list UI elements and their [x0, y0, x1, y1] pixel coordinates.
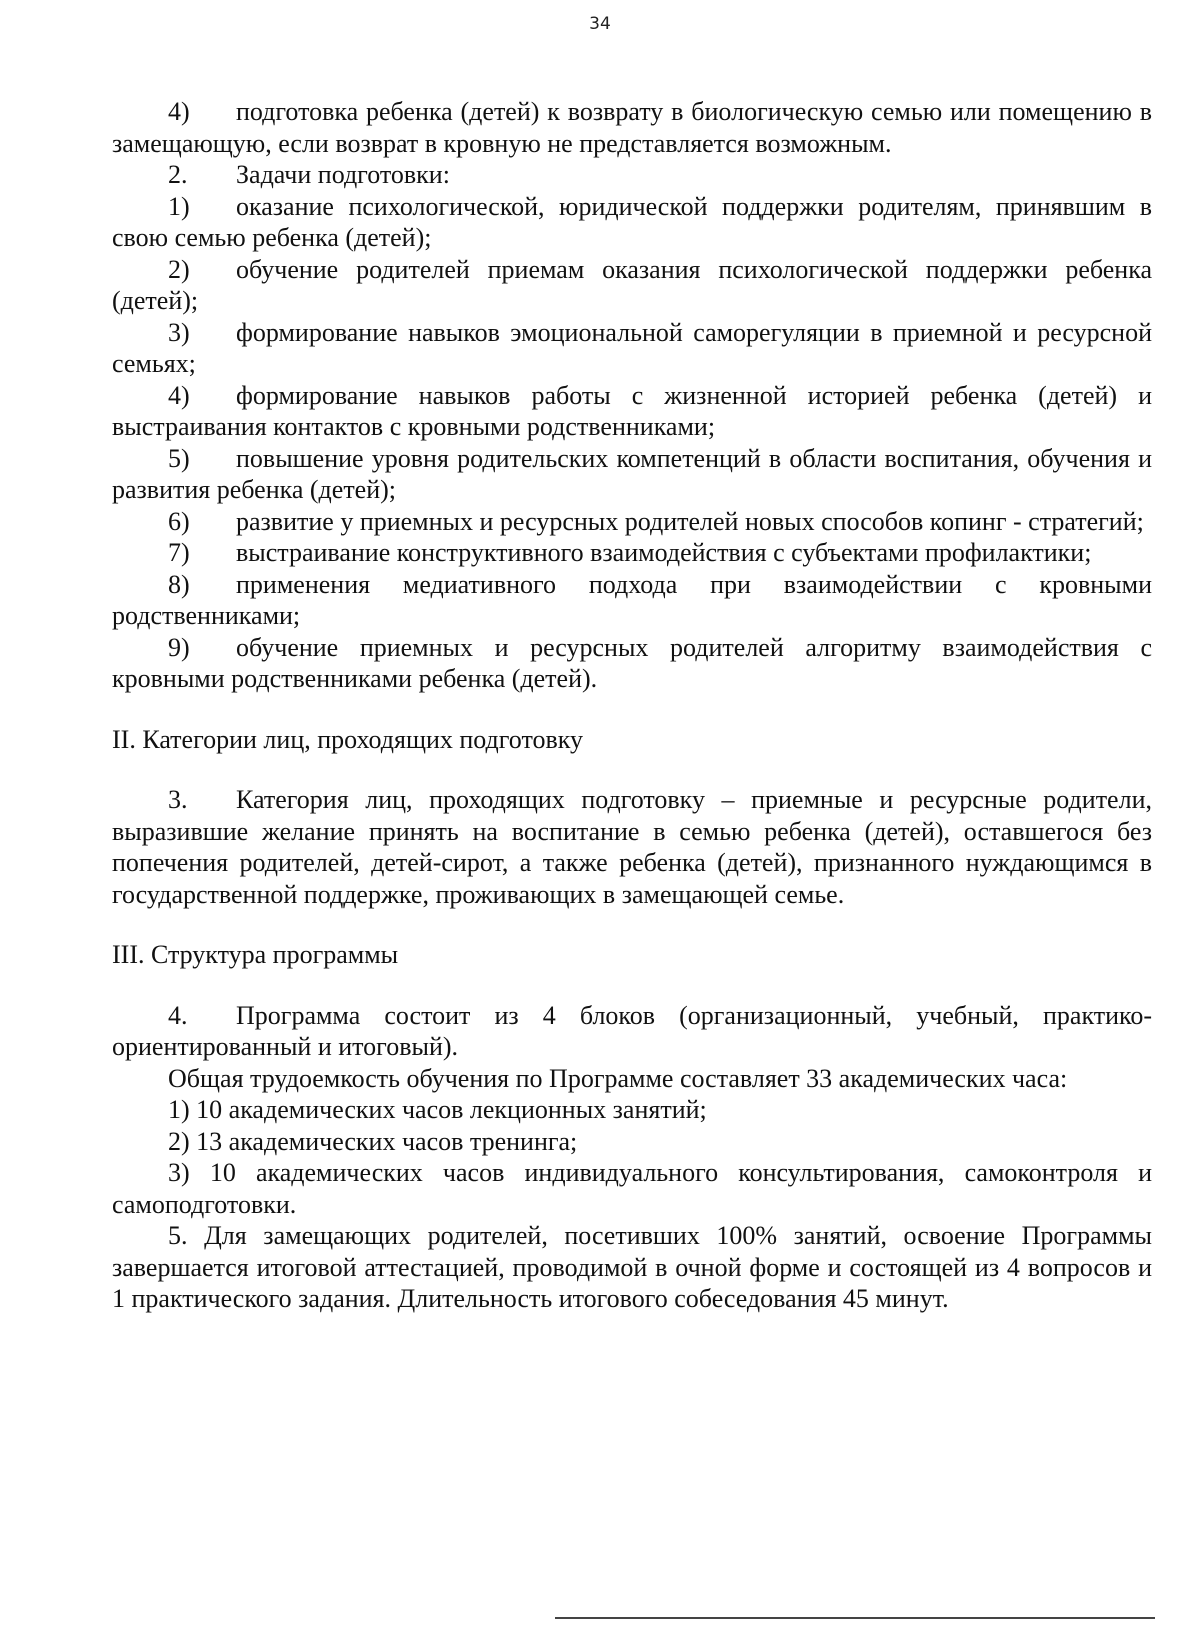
item-text: развитие у приемных и ресурсных родителей новых способов копинг - стратегий; — [236, 506, 1144, 536]
list-item — [112, 569, 1152, 632]
list-item — [112, 96, 1152, 159]
list-item — [112, 159, 1152, 191]
item-text: обучение родителей приемам оказания психологической поддержки ребенка (детей); — [112, 254, 1152, 315]
hours-item: 2) 13 академических часов тренинга; — [168, 1126, 578, 1156]
page-number: 34 — [589, 14, 611, 34]
item-number: 2) — [168, 254, 190, 284]
footer-divider — [555, 1617, 1155, 1619]
item-text: Задачи подготовки: — [236, 160, 450, 189]
paragraph-text: Программа состоит из 4 блоков (организационный, учебный, практико-ориентированный и итоговый). — [112, 1000, 1152, 1061]
item-text: повышение уровня родительских компетенций в области воспитания, обучения и развития ребенка (детей); — [112, 443, 1152, 504]
item-text: подготовка ребенка (детей) к возврату в биологическую семью или помещению в замещающую, если возврат в кровную не представляется возможным. — [112, 97, 1152, 158]
list-item — [112, 254, 1152, 317]
hours-item: 1) 10 академических часов лекционных занятий; — [168, 1095, 707, 1124]
list-item — [112, 632, 1152, 695]
paragraph-blocks — [112, 1000, 1152, 1063]
paragraph-total-hours: Общая трудоемкость обучения по Программе составляет 33 академических часа: — [168, 1063, 1068, 1093]
paragraph-text: Категория лиц, проходящих подготовку – приемные и ресурсные родители, выразившие желание принять на воспитание в семью ребенка (детей), оставшегося без попечения родителей, детей-сирот, а также ребенка (детей), признанного нуждающимся в государственной поддержке, проживающих в замещающей семье. — [112, 785, 1152, 909]
item-text: выстраивание конструктивного взаимодействия с субъектами профилактики; — [236, 538, 1092, 567]
item-text: формирование навыков работы с жизненной историей ребенка (детей) и выстраивания контактов с кровными родственниками; — [112, 380, 1152, 441]
paragraph-attestation: 5. Для замещающих родителей, посетивших 100% занятий, освоение Программы завершается итоговой аттестацией, проводимой в очной форме и состоящей из 4 вопросов и 1 практического задания. Длительность итогового собеседования 45 минут. — [112, 1221, 1152, 1313]
section-heading-structure: III. Структура программы — [112, 940, 399, 969]
item-number: 7) — [168, 538, 190, 567]
item-text: оказание психологической, юридической поддержки родителям, принявшим в свою семью ребенка (детей); — [112, 191, 1152, 252]
hours-item: 3) 10 академических часов индивидуального консультирования, самоконтроля и самоподготовки. — [112, 1158, 1152, 1219]
item-number: 4) — [168, 380, 190, 410]
item-number: 3) — [168, 317, 190, 347]
item-number: 6) — [168, 506, 190, 536]
item-number: 1) — [168, 191, 190, 221]
item-text: применения медиативного подхода при взаимодействии с кровными родственниками; — [112, 569, 1152, 630]
item-number: 3. — [168, 785, 188, 814]
list-item — [112, 443, 1152, 506]
item-number: 8) — [168, 569, 190, 599]
list-item — [112, 317, 1152, 380]
item-number: 9) — [168, 632, 190, 662]
item-text: формирование навыков эмоциональной саморегуляции в приемной и ресурсной семьях; — [112, 317, 1152, 378]
document-body — [112, 96, 1152, 1315]
section-heading-categories: II. Категории лиц, проходящих подготовку — [112, 724, 584, 754]
list-item — [112, 537, 1152, 569]
list-item — [112, 380, 1152, 443]
item-text: обучение приемных и ресурсных родителей алгоритму взаимодействия с кровными родственниками ребенка (детей). — [112, 632, 1152, 693]
list-item — [112, 506, 1152, 538]
list-item — [112, 191, 1152, 254]
item-number: 5) — [168, 443, 190, 473]
item-number: 2. — [168, 160, 188, 189]
item-number: 4. — [168, 1000, 188, 1030]
paragraph-categories — [112, 784, 1152, 910]
item-number: 4) — [168, 97, 190, 126]
